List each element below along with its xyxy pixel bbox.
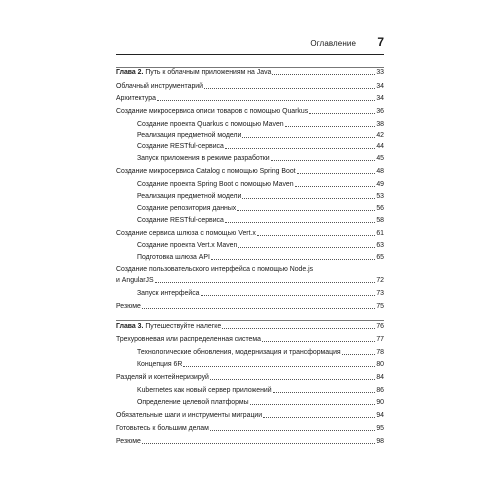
toc-entry[interactable]	[116, 412, 384, 420]
dot-leader	[142, 308, 376, 309]
toc-page-number: 65	[376, 254, 384, 261]
toc-entry[interactable]	[116, 168, 384, 176]
toc-page-number: 76	[376, 323, 384, 330]
toc-entry-title: Kubernetes как новый сервер приложений	[137, 387, 272, 394]
dot-leader	[142, 443, 376, 444]
dot-leader	[155, 282, 376, 283]
toc-entry-title: Создание RESTful-сервиса	[137, 143, 224, 150]
toc-page-number: 78	[376, 349, 384, 356]
toc-page-number: 58	[376, 217, 384, 224]
dot-leader	[157, 100, 375, 101]
toc-page-number: 49	[376, 181, 384, 188]
dot-leader	[222, 328, 375, 329]
running-header	[116, 34, 384, 55]
toc-subentry[interactable]	[137, 181, 384, 189]
toc-page-number: 45	[376, 155, 384, 162]
toc-entry-title: Путешествуйте налегке	[143, 323, 222, 330]
toc-page-number: 73	[376, 290, 384, 297]
header-title: Оглавление	[310, 39, 356, 48]
dot-leader	[183, 366, 375, 367]
dot-leader	[204, 88, 375, 89]
toc-page-number: 63	[376, 242, 384, 249]
toc-page-number: 33	[376, 69, 384, 76]
toc-entry-title: Создание проекта Spring Boot с помощью Maven	[137, 181, 294, 188]
toc-entry-title: и AngularJS	[116, 277, 154, 284]
toc-subentry[interactable]	[137, 193, 384, 201]
toc-subentry[interactable]	[137, 217, 384, 225]
toc-page-number: 36	[376, 108, 384, 115]
toc-page-number: 34	[376, 83, 384, 90]
dot-leader	[263, 417, 375, 418]
toc-subentry[interactable]	[137, 242, 384, 250]
dot-leader	[238, 247, 375, 248]
toc-page-number: 98	[376, 438, 384, 445]
toc-entry-title: Готовьтесь к большим делам	[116, 425, 209, 432]
toc-page-number: 56	[376, 205, 384, 212]
toc-subentry[interactable]	[137, 205, 384, 213]
toc-entry-title: Путь к облачным приложениям на Java	[143, 69, 272, 76]
toc-subentry[interactable]	[137, 349, 384, 357]
toc-entry[interactable]	[116, 303, 384, 311]
dot-leader	[211, 259, 375, 260]
dot-leader	[210, 430, 375, 431]
dot-leader	[225, 148, 375, 149]
toc-entry-title: Запуск приложения в режиме разработки	[137, 155, 270, 162]
toc-entry-title: Подготовка шлюза API	[137, 254, 210, 261]
dot-leader	[271, 160, 376, 161]
toc-page-number: 90	[376, 399, 384, 406]
toc-entry-title: Обязательные шаги и инструменты миграции	[116, 412, 263, 419]
dot-leader	[297, 173, 376, 174]
dot-leader	[225, 222, 375, 223]
dot-leader	[272, 74, 375, 75]
toc-entry-title: Запуск интерфейса	[137, 290, 200, 297]
page-number: 7	[377, 35, 384, 49]
toc-page-number: 84	[376, 374, 384, 381]
toc-entry-title: Резюме	[116, 303, 141, 310]
dot-leader	[273, 392, 376, 393]
toc-entry[interactable]	[116, 108, 384, 116]
toc-entry[interactable]	[116, 277, 384, 285]
dot-leader	[210, 379, 375, 380]
toc-entry-title: Реализация предметной модели	[137, 132, 242, 139]
toc-entry-title: Резюме	[116, 438, 141, 445]
toc-entry-title: Архитектура	[116, 95, 156, 102]
toc-page-number: 42	[376, 132, 384, 139]
toc-entry-title: Технологические обновления, модернизация и трансформация	[137, 349, 341, 356]
toc-page-number: 34	[376, 95, 384, 102]
toc-page-number: 38	[376, 121, 384, 128]
toc-subentry[interactable]	[137, 155, 384, 163]
dot-leader	[342, 354, 376, 355]
dot-leader	[201, 295, 376, 296]
toc-subentry[interactable]	[137, 361, 384, 369]
toc-page-number: 95	[376, 425, 384, 432]
chapter-separator	[116, 67, 384, 68]
toc-page-number: 77	[376, 336, 384, 343]
toc-subentry[interactable]	[137, 121, 384, 129]
dot-leader	[295, 186, 376, 187]
toc-entry-title: Разделяй и контейнеризируй	[116, 374, 209, 381]
toc-entry-title: Реализация предметной модели	[137, 193, 242, 200]
toc-page-number: 86	[376, 387, 384, 394]
toc-entry[interactable]	[116, 336, 384, 344]
toc-entry-title: Создание репозитория данных	[137, 205, 237, 212]
toc-entry[interactable]	[116, 425, 384, 433]
toc-entry-chapter-3[interactable]	[116, 323, 384, 331]
toc-page-number: 53	[376, 193, 384, 200]
toc-subentry[interactable]	[137, 387, 384, 395]
toc-page-number: 72	[376, 277, 384, 284]
toc-entry-title: Создание проекта Quarkus с помощью Maven	[137, 121, 284, 128]
toc-page-number: 80	[376, 361, 384, 368]
toc-subentry[interactable]	[137, 399, 384, 407]
toc-page-number: 44	[376, 143, 384, 150]
toc-subentry[interactable]	[137, 143, 384, 151]
toc-entry-title: Создание микросервиса Catalog с помощью Spring Boot	[116, 168, 296, 175]
dot-leader	[262, 341, 375, 342]
chapter-label: Глава 3.	[116, 323, 144, 330]
toc-entry[interactable]	[116, 438, 384, 446]
toc-entry-title: Создание RESTful-сервиса	[137, 217, 224, 224]
toc-entry[interactable]	[116, 230, 384, 238]
toc-entry-title: Создание сервиса шлюза с помощью Vert.x	[116, 230, 256, 237]
dot-leader	[242, 137, 375, 138]
toc-entry-title: Создание проекта Vert.x Maven	[137, 242, 238, 249]
chapter-label: Глава 2.	[116, 69, 144, 76]
toc-page-number: 94	[376, 412, 384, 419]
dot-leader	[250, 404, 376, 405]
toc-page-number: 75	[376, 303, 384, 310]
toc-entry[interactable]	[116, 83, 384, 91]
toc-subentry[interactable]	[137, 132, 384, 140]
toc-entry-chapter-2[interactable]	[116, 69, 384, 77]
toc-entry-title: Концепция 6R	[137, 361, 183, 368]
toc-entry-title-line1[interactable]: Создание пользовательского интерфейса с помощью Node.js	[116, 266, 314, 273]
toc-page-number: 48	[376, 168, 384, 175]
toc-entry-title: Создание микросервиса описи товаров с помощью Quarkus	[116, 108, 309, 115]
dot-leader	[309, 113, 375, 114]
dot-leader	[242, 198, 375, 199]
dot-leader	[237, 210, 375, 211]
toc-entry-title: Трехуровневая или распределенная система	[116, 336, 261, 343]
toc-entry-title: Определение целевой платформы	[137, 399, 249, 406]
dot-leader	[257, 235, 375, 236]
toc-subentry[interactable]	[137, 290, 384, 298]
toc-entry[interactable]	[116, 95, 384, 103]
toc-subentry[interactable]	[137, 254, 384, 262]
toc-page-number: 61	[376, 230, 384, 237]
chapter-separator	[116, 320, 384, 321]
toc-entry[interactable]	[116, 374, 384, 382]
dot-leader	[285, 126, 376, 127]
toc-entry-title: Облачный инструментарий	[116, 83, 204, 90]
